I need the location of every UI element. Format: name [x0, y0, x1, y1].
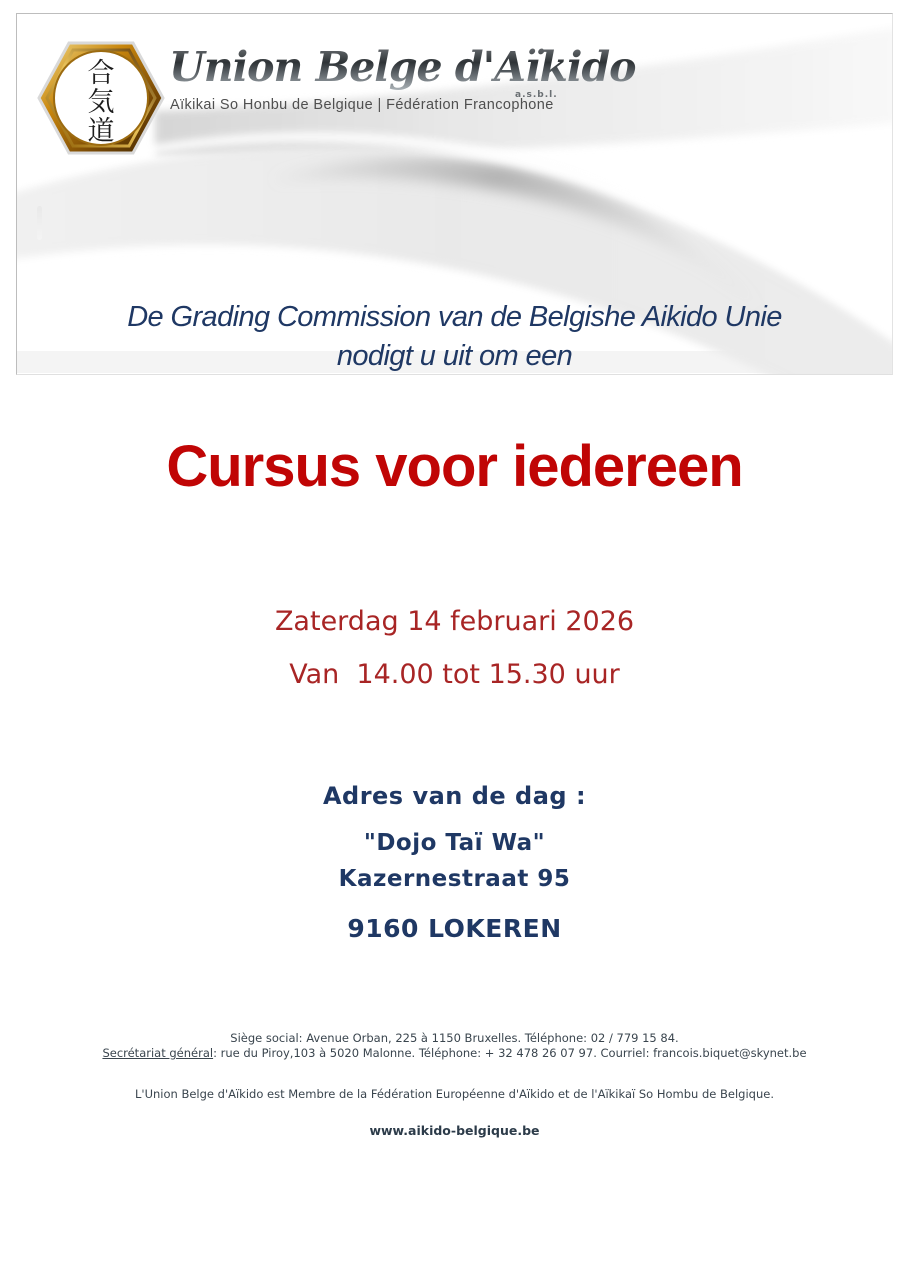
footer-secretariat-label: Secrétariat général	[102, 1046, 214, 1060]
venue-heading: Adres van de dag :	[322, 782, 587, 810]
footer-website: www.aikido-belgique.be	[369, 1123, 540, 1138]
aikido-emblem-logo	[35, 35, 167, 161]
footer-secretariat	[0, 1046, 909, 1060]
logo-kanji-1: 合	[87, 58, 115, 89]
org-subtitle: Aïkikai So Honbu de Belgique | Fédération Francophone	[170, 97, 554, 113]
logo-kanji-2: 気	[87, 87, 115, 118]
event-time: Van 14.00 tot 15.30 uur	[289, 659, 620, 690]
org-title: Union Belge d'Aïkido	[169, 44, 769, 90]
venue-city: 9160 LOKEREN	[347, 914, 562, 943]
org-suffix: a.s.b.l.	[515, 90, 558, 100]
footer-siege-social: Siège social: Avenue Orban, 225 à 1150 Bruxelles. Téléphone: 02 / 779 15 84.	[230, 1031, 679, 1045]
footer-secretariat-rest: : rue du Piroy,103 à 5020 Malonne. Téléphone: + 32 478 26 07 97. Courriel: francois.biquet@skynet.be	[213, 1046, 807, 1060]
venue-street: Kazernestraat 95	[338, 866, 571, 892]
faint-artifact-mark	[37, 206, 42, 240]
event-date: Zaterdag 14 februari 2026	[274, 606, 635, 637]
course-title: Cursus voor iedereen	[166, 434, 743, 499]
invitation-text	[17, 298, 892, 375]
logo-kanji-3: 道	[87, 116, 115, 147]
venue-name: "Dojo Taï Wa"	[363, 830, 546, 856]
invitation-line-2: nodigt u uit om een	[336, 340, 573, 372]
header-banner	[16, 13, 893, 375]
footer-membership: L'Union Belge d'Aïkido est Membre de la Fédération Européenne d'Aïkido et de l'Aïkikaï So Hombu de Belgique.	[135, 1087, 774, 1101]
invitation-line-1: De Grading Commission van de Belgishe Aikido Unie	[127, 301, 782, 333]
